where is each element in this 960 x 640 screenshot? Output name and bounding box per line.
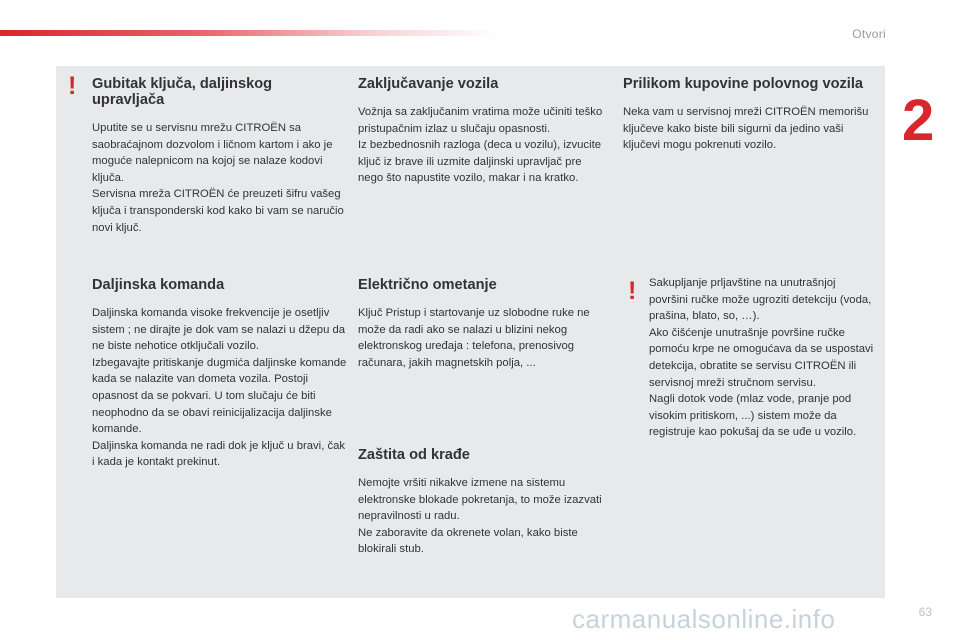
paragraph: Iz bezbednosnih razloga (deca u vozilu), izvucite ključ iz brave ili uzmite daljinski upravljač pre nego što napustite vozilo, makar i na kratko. bbox=[358, 139, 602, 185]
block-dirt bbox=[649, 275, 877, 441]
page-number: 63 bbox=[918, 605, 932, 619]
block-body bbox=[623, 104, 873, 154]
block-body bbox=[358, 104, 606, 187]
block-title: Daljinska komanda bbox=[92, 277, 225, 293]
paragraph: Sakupljanje prljavštine na unutrašnjoj površini ručke može ugroziti detekciju (voda, prašina, blato, so, …). bbox=[649, 277, 872, 323]
warning-icon: ! bbox=[68, 72, 77, 100]
block-body bbox=[92, 120, 347, 236]
block-body bbox=[358, 305, 606, 371]
chapter-number: 2 bbox=[902, 88, 935, 153]
paragraph: Vožnja sa zaključanim vratima može učiniti teško pristupačnim izlaz u slučaju opasnosti. bbox=[358, 106, 603, 135]
block-title: Gubitak ključa, daljinskog upravljača bbox=[92, 76, 273, 108]
block-locking bbox=[358, 76, 606, 187]
block-title: Zaključavanje vozila bbox=[358, 76, 499, 92]
block-title: Zaštita od krađe bbox=[358, 447, 470, 463]
paragraph: Ne zaboravite da okrenete volan, kako biste blokirali stub. bbox=[358, 526, 578, 556]
paragraph: Neka vam u servisnoj mreži CITROËN memorišu ključeve kako biste bili sigurni da jedino vaši ključevi mogu pokrenuti vozilo. bbox=[623, 106, 869, 152]
block-body bbox=[92, 305, 347, 471]
paragraph: Uputite se u servisnu mrežu CITROËN sa saobraćajnom dozvolom i ličnom kartom i ako je moguće nalepnicom na kojoj se nalaze kodovi ključa. bbox=[92, 122, 333, 184]
block-interference bbox=[358, 277, 606, 371]
block-remote bbox=[92, 277, 347, 471]
paragraph: Nemojte vršiti nikakve izmene na sistemu elektronske blokade pokretanja, to može izazvati nepravilnosti u radu. bbox=[358, 477, 602, 523]
warning-icon: ! bbox=[628, 277, 637, 305]
block-lost-key bbox=[92, 76, 347, 236]
paragraph: Ako čišćenje unutrašnje površine ručke pomoću krpe ne omogućava da se uspostavi detekcija, obratite se servisu CITROËN ili servisnoj mreži stručnom servisu. bbox=[649, 326, 874, 389]
block-title: Prilikom kupovine polovnog vozila bbox=[623, 76, 864, 92]
paragraph: Servisna mreža CITROËN će preuzeti šifru vašeg ključa i transponderski kod kako bi vam se naručio novi ključ. bbox=[92, 188, 344, 234]
paragraph: Daljinska komanda ne radi dok je ključ u bravi, čak i kada je kontakt prekinut. bbox=[92, 439, 346, 469]
section-title: Otvori bbox=[852, 27, 886, 41]
paragraph: Ključ Pristup i startovanje uz slobodne ruke ne može da radi ako se nalazi u blizini nekog elektronskog uređaja : telefona, prenosivog računara, jakih magnetskih polja, ... bbox=[358, 307, 590, 369]
paragraph: Nagli dotok vode (mlaz vode, pranje pod visokim pritiskom, ...) sistem može da registruje kao pokušaj da se uđe u vozilo. bbox=[649, 393, 857, 439]
block-body bbox=[649, 275, 877, 441]
header-accent-bar bbox=[0, 30, 500, 36]
paragraph: Daljinska komanda visoke frekvencije je osetljiv sistem ; ne dirajte je dok vam se nalazi u džepu da ne biste nehotice otključali vozilo. bbox=[92, 307, 346, 353]
block-used-car bbox=[623, 76, 873, 154]
paragraph: Izbegavajte pritiskanje dugmića daljinske komande kada se nalazite van dometa vozila. Postoji opasnost da se pokvari. U tom slučaju će biti neophodno da se obavi reinicijalizacija daljinske komande. bbox=[92, 356, 347, 436]
block-body bbox=[358, 475, 606, 558]
block-theft bbox=[358, 447, 606, 558]
watermark: carmanualsonline.info bbox=[572, 604, 836, 634]
block-title: Električno ometanje bbox=[358, 277, 497, 293]
